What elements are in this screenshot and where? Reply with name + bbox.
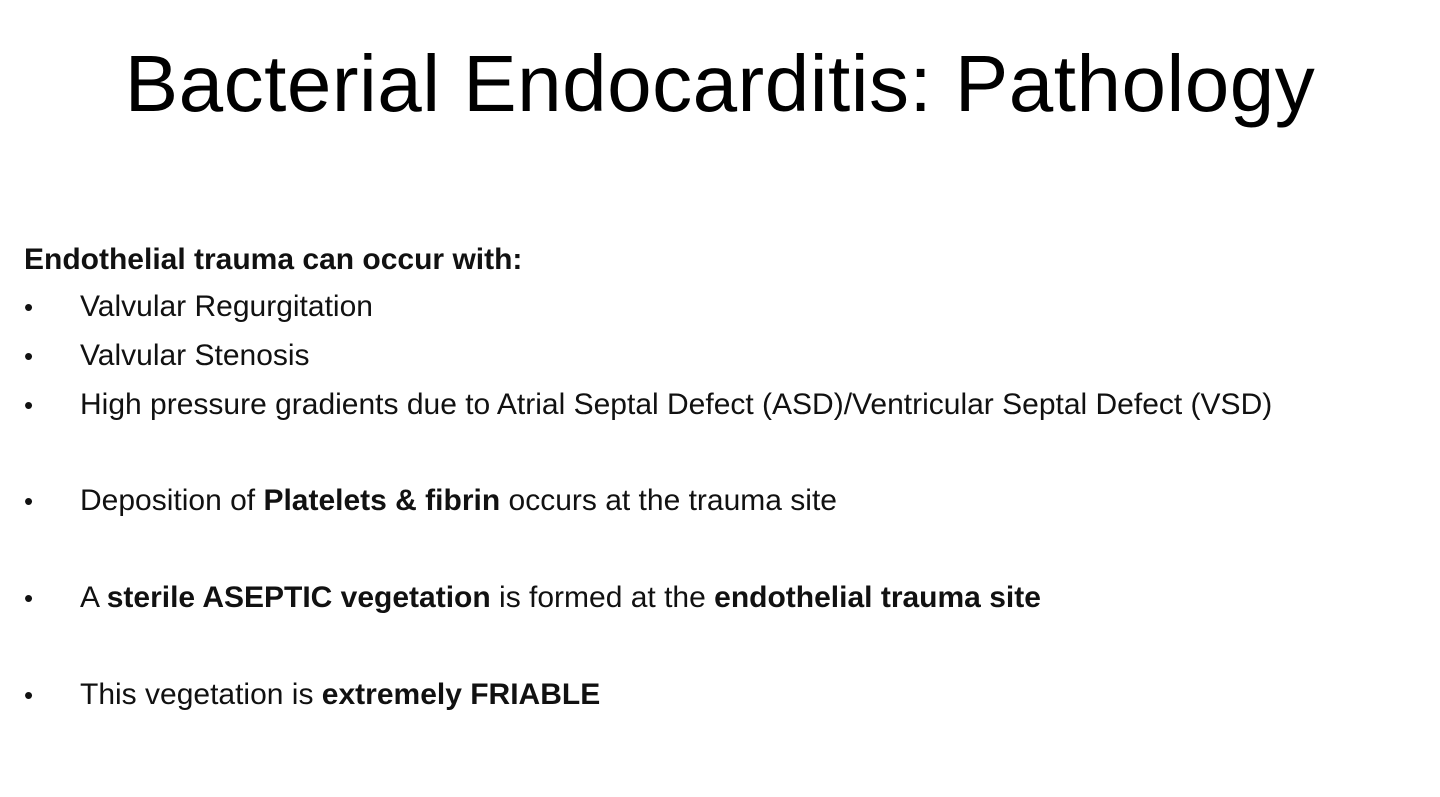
bullet-dot-icon: • [24,680,34,710]
bullet-item [24,287,373,327]
bold-emphasis: endothelial trauma site [714,581,1041,614]
bullet-text: Deposition of Platelets & fibrin occurs at the trauma site [80,484,837,517]
slide-title: Bacterial Endocarditis: Pathology [124,39,1316,128]
bullet-dot-icon: • [24,486,34,516]
bullet-item [24,385,1272,425]
bullet-text: Valvular Stenosis [80,339,310,372]
bullet-item [24,336,310,376]
bullet-text: Valvular Regurgitation [80,290,373,323]
bullet-dot-icon: • [24,390,34,420]
bold-emphasis: Platelets & fibrin [263,484,501,517]
bullet-item [24,675,600,715]
bullet-dot-icon: • [24,341,34,371]
bullet-text: This vegetation is extremely FRIABLE [80,678,601,711]
bullet-text: A sterile ASEPTIC vegetation is formed at the endothelial trauma site [80,581,1041,614]
bullet-dot-icon: • [24,292,34,322]
intro-heading: Endothelial trauma can occur with: [24,243,523,276]
bullet-text: High pressure gradients due to Atrial Septal Defect (ASD)/Ventricular Septal Defect (VSD) [80,388,1273,421]
bullet-item [24,481,837,521]
bold-emphasis: sterile ASEPTIC vegetation [106,581,491,614]
bold-emphasis: extremely FRIABLE [321,678,601,711]
bullet-dot-icon: • [24,583,34,613]
bullet-item [24,578,1041,618]
